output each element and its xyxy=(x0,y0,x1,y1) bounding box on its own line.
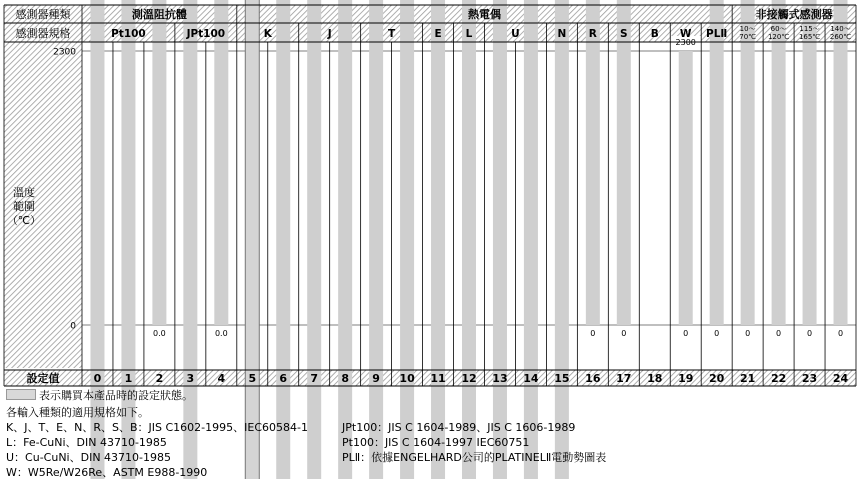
noncontact-spec-line1: 115～ xyxy=(799,25,820,33)
setting-value: 14 xyxy=(523,372,539,385)
spec-header: K xyxy=(263,28,272,40)
note-right-2: Pt100：JIS C 1604-1997 IEC60751 xyxy=(342,436,530,449)
setting-value: 24 xyxy=(832,372,849,385)
setting-value: 11 xyxy=(430,372,446,385)
range-bar xyxy=(617,0,631,325)
low-value-label: 0 xyxy=(714,329,720,338)
low-value-label: 0 xyxy=(621,329,627,338)
spec-header: L xyxy=(465,28,473,40)
noncontact-spec-line1: 60～ xyxy=(770,25,787,33)
noncontact-spec-line1: 10～ xyxy=(739,25,756,33)
range-bar xyxy=(679,51,693,325)
range-bar xyxy=(772,0,786,325)
noncontact-spec-line1: 140～ xyxy=(830,25,851,33)
setting-value: 6 xyxy=(279,372,288,385)
setting-value: 12 xyxy=(461,372,477,385)
setting-value: 20 xyxy=(709,372,725,385)
low-value-label: 0 xyxy=(837,329,844,338)
legend-text: 表示購買本產品時的設定狀態。 xyxy=(39,389,193,402)
spec-header: W xyxy=(679,28,692,40)
noncontact-spec-line2: 70℃ xyxy=(739,33,757,41)
spec-header: JPt100 xyxy=(186,28,226,40)
note-left-2: L：Fe-CuNi、DIN 43710-1985 xyxy=(6,436,167,449)
high-value-label: 2300 xyxy=(675,38,696,47)
spec-header: S xyxy=(620,28,628,40)
y-axis-title-line2: 範圍 xyxy=(13,200,35,213)
low-value-label: 0 xyxy=(807,329,813,338)
setting-value: 8 xyxy=(341,372,349,385)
spec-header: R xyxy=(588,28,597,40)
setting-value: 21 xyxy=(739,372,756,385)
group-rtd: 測溫阻抗體 xyxy=(131,8,187,21)
low-value-label: 0.0 xyxy=(153,329,166,338)
y-tick-label: 0 xyxy=(70,321,76,332)
group-thermocouple: 熱電偶 xyxy=(467,8,501,21)
y-axis-title-line1: 溫度 xyxy=(13,186,35,199)
spec-header: U xyxy=(511,28,520,40)
setting-value: 18 xyxy=(647,372,663,385)
setting-value: 10 xyxy=(399,372,415,385)
setting-value: 4 xyxy=(217,372,226,385)
setting-value: 0 xyxy=(93,372,102,385)
low-value-label: 0 xyxy=(776,329,782,338)
note-left-4: W：W5Re/W26Re、ASTM E988-1990 xyxy=(6,466,208,479)
y-axis-title-line3: （℃） xyxy=(6,214,42,227)
range-bar xyxy=(803,0,817,325)
low-value-label: 0 xyxy=(745,329,751,338)
sensor-spec-label: 感測器規格 xyxy=(15,27,71,40)
note-left-1: K、J、T、E、N、R、S、B：JIS C1602-1995、IEC60584-1 xyxy=(6,421,308,434)
setting-value: 16 xyxy=(585,372,601,385)
setting-value: 5 xyxy=(248,372,257,385)
noncontact-spec-line2: 260℃ xyxy=(829,33,852,41)
setting-value: 7 xyxy=(310,372,319,385)
low-value-label: 0.0 xyxy=(214,329,228,338)
legend-swatch xyxy=(6,389,36,400)
spec-header: Pt100 xyxy=(111,28,146,40)
setting-value: 9 xyxy=(372,372,380,385)
spec-header: B xyxy=(650,28,659,40)
setting-value: 2 xyxy=(155,372,164,385)
noncontact-spec-line2: 165℃ xyxy=(798,33,821,41)
noncontact-spec-line2: 120℃ xyxy=(767,33,790,41)
legend-note xyxy=(6,388,193,403)
setting-value: 22 xyxy=(770,372,787,385)
range-bar xyxy=(214,0,228,325)
note-right-3: PLⅡ：依據ENGELHARD公司的PLATINELⅡ電動勢圖表 xyxy=(342,451,607,464)
setting-value: 19 xyxy=(678,372,694,385)
spec-header: T xyxy=(388,28,396,40)
spec-header: PLⅡ xyxy=(706,28,728,40)
notes-section xyxy=(6,388,856,479)
setting-value: 3 xyxy=(186,372,195,385)
setting-value: 15 xyxy=(554,372,570,385)
low-value-label: 0 xyxy=(590,329,596,338)
range-bar xyxy=(152,0,166,325)
note-right-1: JPt100：JIS C 1604-1989、JIS C 1606-1989 xyxy=(342,421,576,434)
spec-header: J xyxy=(327,28,332,40)
setting-value: 23 xyxy=(801,372,818,385)
range-bar xyxy=(710,0,724,325)
spec-header: E xyxy=(434,28,442,40)
y-tick-label: 2300 xyxy=(53,47,76,58)
sensor-type-label: 感測器種類 xyxy=(15,8,71,21)
range-bar xyxy=(741,0,755,325)
setting-value-label: 設定值 xyxy=(26,372,60,385)
setting-value: 13 xyxy=(492,372,508,385)
setting-value: 1 xyxy=(124,372,133,385)
range-bar xyxy=(834,0,848,325)
notes-heading: 各輸入種類的適用規格如下。 xyxy=(6,406,149,419)
spec-header: N xyxy=(557,28,567,40)
setting-value: 17 xyxy=(616,372,632,385)
note-left-3: U：Cu-CuNi、DIN 43710-1985 xyxy=(6,451,172,464)
low-value-label: 0 xyxy=(683,329,689,338)
group-noncontact: 非接觸式感測器 xyxy=(755,8,833,21)
range-bar xyxy=(586,0,600,325)
